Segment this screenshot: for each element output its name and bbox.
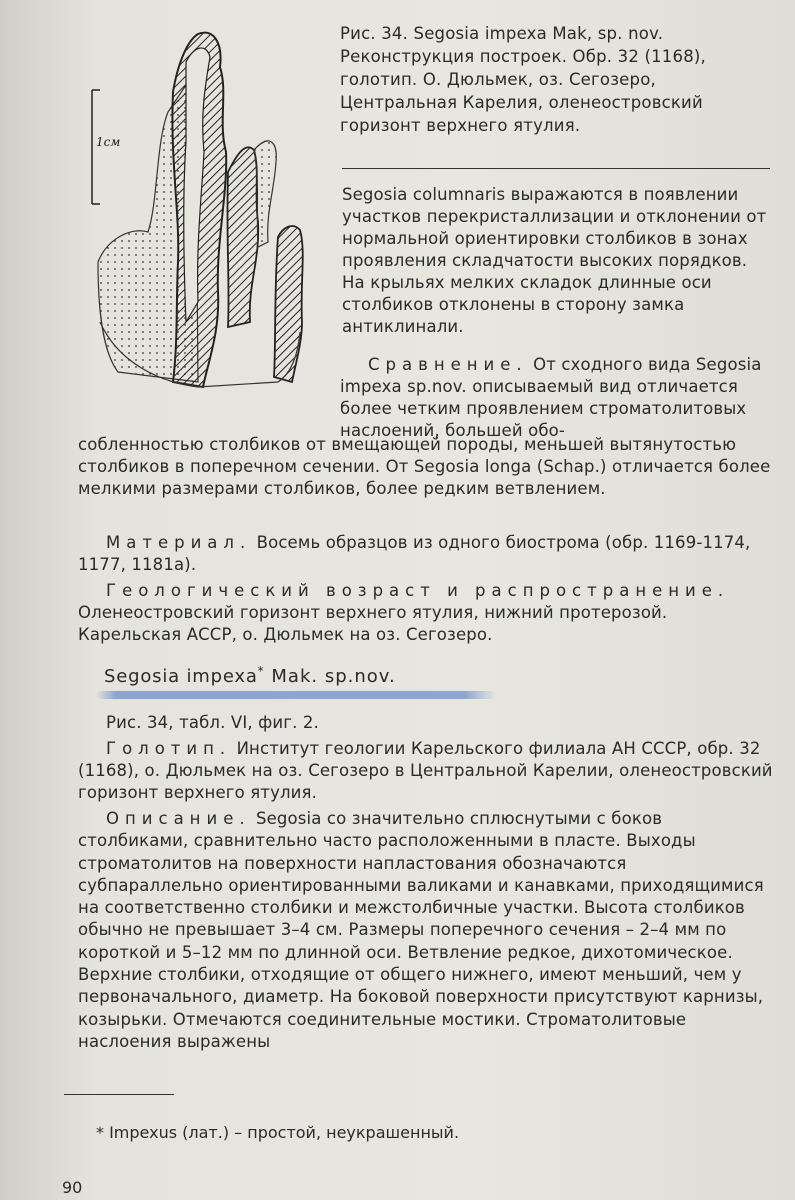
description-text: Segosia со значительно сплюснутыми с боков столбиками, сравнительно часто расположенными в пласте. Выходы строматолитов на поверхности напластования обозначаются субпараллельно ориентированными валиками и канавками, приходящимися на соответственно столбики и межстолбичные участки. Высота столбиков обычно не превышает 3–4 см. Размеры поперечного сечения – 2–4 мм по короткой и 5–12 мм по длинной оси. Ветвление редкое, дихотомическое. Верхние столбики, отходящие от общего нижнего, имеют меньший, чем у первоначального, диаметр. На боковой поверхности присутствуют карнизы, козырьки. Отмечаются соединительные мостики. Строматолитовые наслоения выражены xyxy=(78,809,764,1051)
paragraph-holotype xyxy=(78,738,774,804)
paragraph-comparison-continued xyxy=(78,434,774,500)
holotype-text: Институт геологии Карельского филиала АН СССР, обр. 32 (1168), о. Дюльмек на оз. Сегозеро в Центральной Карелии, оленеостровский горизонт верхнего ятулия. xyxy=(78,739,773,802)
paragraph-description xyxy=(78,808,774,1053)
caption-divider xyxy=(342,168,770,169)
page-number: 90 xyxy=(62,1178,83,1197)
section-title-suffix: Mak. sp.nov. xyxy=(264,666,396,687)
footnote-marker: * xyxy=(257,664,265,678)
comparison-text: От сходного вида Segosia impexa sp.nov. описываемый вид отличается более четким проявлением строматолитовых наслоений, большей обо- xyxy=(340,355,762,440)
description-label: Описание. xyxy=(106,809,251,828)
geological-age-text: Оленеостровский горизонт верхнего ятулия, нижний протерозой. Карельская АССР, о. Дюльмек на оз. Сегозеро. xyxy=(78,603,668,644)
footnote-mark: * xyxy=(96,1123,104,1142)
section-reference xyxy=(78,712,774,734)
paragraph-material xyxy=(78,532,774,576)
material-text: Восемь образцов из одного биострома (обр. 1169-1174, 1177, 1181а). xyxy=(78,533,751,574)
section-title: Segosia impexa xyxy=(104,666,258,687)
holotype-label: Голотип. xyxy=(106,739,232,758)
paragraph-columnaris xyxy=(342,184,772,338)
footnote-text: Impexus (лат.) – простой, неукрашенный. xyxy=(104,1123,460,1142)
geological-age-label: Геологический возраст и распространение. xyxy=(106,581,730,600)
figure-caption: Рис. 34. Segosia impexa Mak, sp. nov. Реконструкция построек. Обр. 32 (1168), голотип. О. Дюльмек, оз. Сегозеро, Центральная Карелия, оленеостровский горизонт верхнего ятулия. xyxy=(340,24,706,135)
footnote-divider xyxy=(64,1094,174,1095)
material-label: Материал. xyxy=(106,533,252,552)
paragraph-comparison xyxy=(340,354,772,442)
comparison-continued-text: собленностью столбиков от вмещающей породы, меньшей вытянутостью столбиков в поперечном сечении. От Segosia longa (Schap.) отличается более мелкими размерами столбиков, более редким ветвлением. xyxy=(78,435,771,498)
comparison-label: Сравнение. xyxy=(368,355,528,374)
section-heading xyxy=(104,664,504,687)
scale-label: 1см xyxy=(96,135,121,149)
paragraph-geological-age xyxy=(78,580,774,646)
pen-underline xyxy=(96,691,496,699)
footnote xyxy=(96,1122,696,1144)
paragraph-text: Segosia columnaris выражаются в появлении участков перекристаллизации и отклонении от нормальной ориентировки столбиков в зонах проявления складчатости высоких порядков. На крыльях мелких складок длинные оси столбиков отклонены в сторону замка антиклинали. xyxy=(342,185,767,336)
reference-text: Рис. 34, табл. VI, фиг. 2. xyxy=(106,713,319,732)
stromatolite-illustration xyxy=(78,22,340,392)
